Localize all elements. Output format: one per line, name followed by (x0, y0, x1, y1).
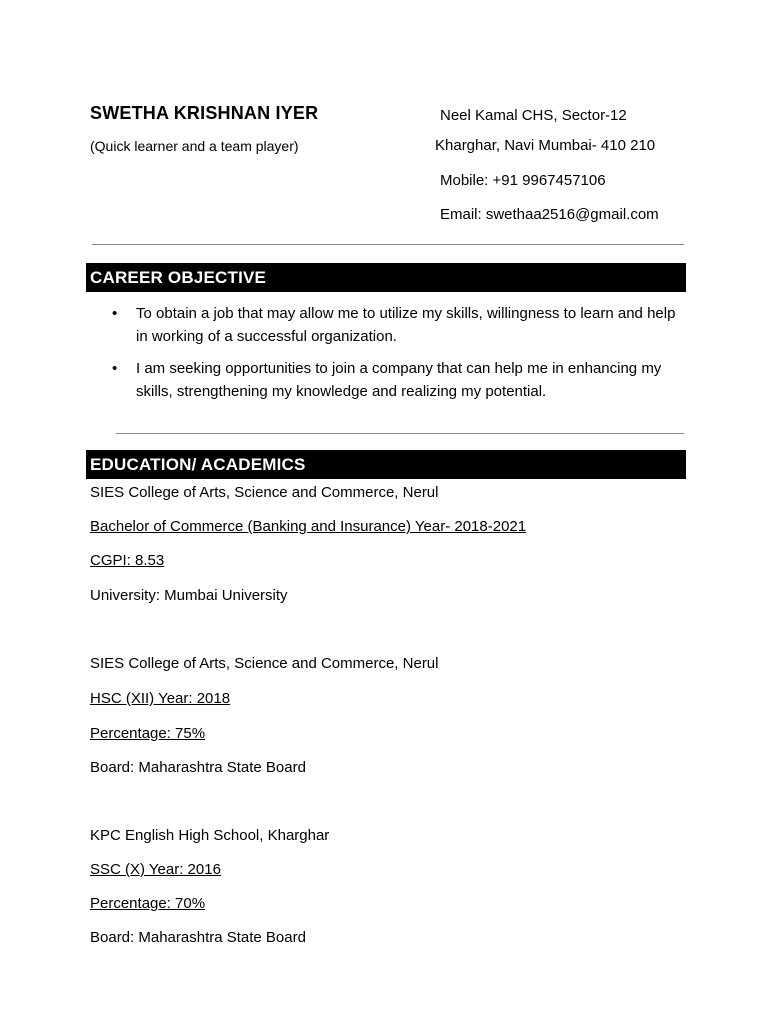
section-divider (116, 433, 684, 434)
education-institution: KPC English High School, Kharghar (90, 827, 330, 844)
education-qualification: SSC (X) Year: 2016 (90, 861, 221, 878)
candidate-name: SWETHA KRISHNAN IYER (90, 103, 319, 123)
career-objective-list (112, 302, 682, 412)
education-institution: SIES College of Arts, Science and Commerce, Nerul (90, 484, 439, 501)
education-board: Board: Maharashtra State Board (90, 929, 306, 946)
education-board: Board: Maharashtra State Board (90, 759, 306, 776)
candidate-tagline: (Quick learner and a team player) (90, 138, 299, 154)
education-score: CGPI: 8.53 (90, 552, 165, 569)
education-board: University: Mumbai University (90, 587, 288, 604)
education-qualification: HSC (XII) Year: 2018 (90, 690, 231, 707)
bullet-icon: • (112, 360, 118, 377)
list-item (112, 357, 682, 403)
header-divider (92, 244, 684, 245)
education-qualification: Bachelor of Commerce (Banking and Insurance) Year- 2018-2021 (90, 518, 527, 535)
list-item (112, 302, 682, 348)
address-line-2: Kharghar, Navi Mumbai- 410 210 (435, 137, 656, 154)
bullet-icon: • (112, 305, 118, 322)
address-line-1: Neel Kamal CHS, Sector-12 (440, 107, 627, 124)
section-heading-career-objective: CAREER OBJECTIVE (86, 263, 686, 292)
education-score: Percentage: 70% (90, 895, 206, 912)
contact-mobile: Mobile: +91 9967457106 (440, 172, 606, 189)
objective-text: I am seeking opportunities to join a company that can help me in enhancing my skills, strengthening my knowledge and realizing my potential. (136, 360, 662, 400)
education-institution: SIES College of Arts, Science and Commerce, Nerul (90, 655, 439, 672)
section-heading-education: EDUCATION/ ACADEMICS (86, 450, 686, 479)
objective-text: To obtain a job that may allow me to utilize my skills, willingness to learn and help in working of a successful organization. (136, 305, 676, 345)
contact-email: Email: swethaa2516@gmail.com (440, 206, 659, 223)
education-score: Percentage: 75% (90, 725, 206, 742)
